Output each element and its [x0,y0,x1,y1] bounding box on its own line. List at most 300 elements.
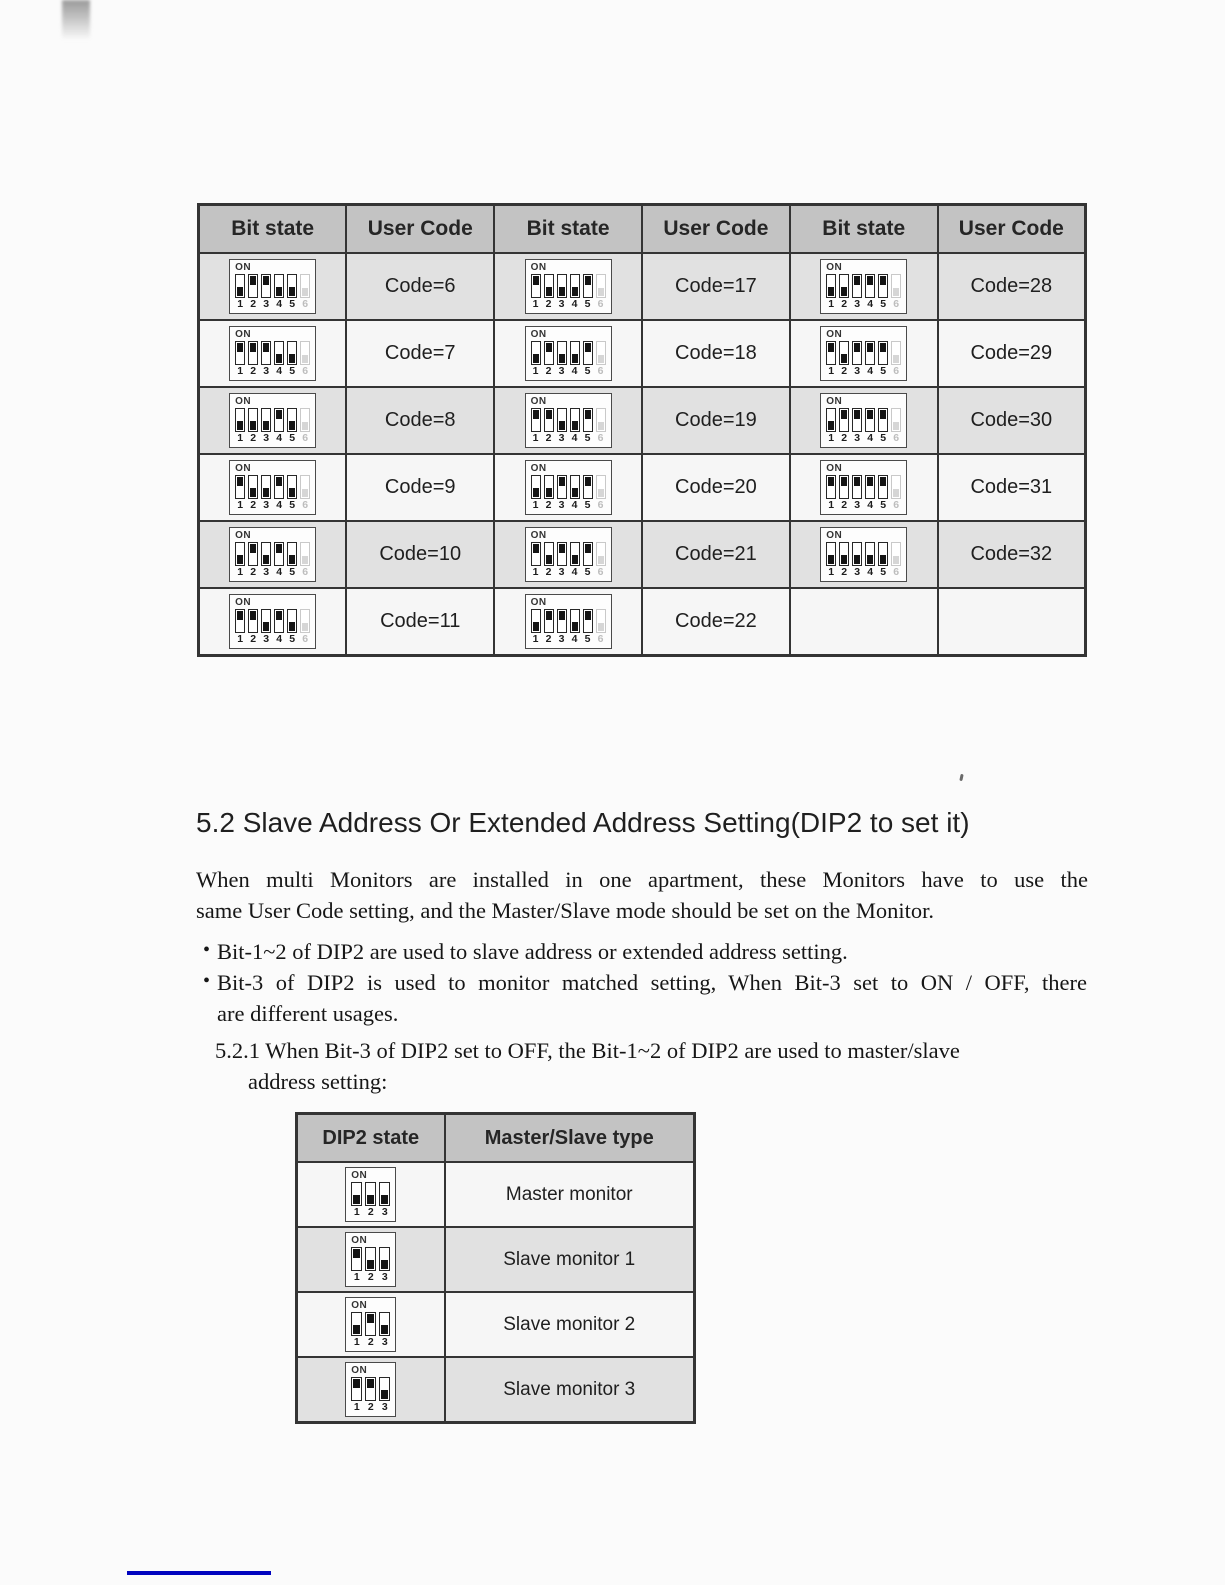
dip-digit: 2 [250,499,257,511]
dip-lever-3 [852,475,862,499]
dip-switch-graphic [820,393,907,448]
bit-state-cell [790,387,938,454]
dip-lever-5 [878,341,888,365]
dip-digit: 3 [558,365,565,377]
bit-state-cell [494,588,642,656]
dip-digit: 2 [250,566,257,578]
dip-digit: 4 [276,365,283,377]
dip-digit: 5 [289,298,296,310]
user-code-cell: Code=10 [346,521,494,588]
dip-lever-3 [852,542,862,566]
dip-digit: 6 [597,298,604,310]
dip-lever-3 [261,542,271,566]
dip-lever-1 [826,341,836,365]
master-slave-type-cell: Master monitor [445,1162,695,1227]
section-heading: 5.2 Slave Address Or Extended Address Setting(DIP2 to set it) [196,807,970,838]
dip-lever-4 [865,542,875,566]
dip-digit: 1 [532,633,539,645]
bit-state-cell [494,521,642,588]
blue-underline-artifact [127,1571,271,1575]
dip-digit: 6 [597,432,604,444]
user-code-cell: Code=6 [346,253,494,320]
dip-on-label: ON [235,396,252,407]
dip-digit: 5 [880,499,887,511]
column-header: Bit state [199,205,347,254]
dip-lever-2 [544,408,554,432]
dip-lever-3 [557,341,567,365]
dip-lever-2 [544,609,554,633]
dip-lever-3 [261,475,271,499]
dip-switch-graphic [229,326,316,381]
dip-switch-graphic [345,1297,396,1352]
dip-lever-4 [570,542,580,566]
dip-lever-unused [596,542,606,566]
dip-lever-2 [248,542,258,566]
dip-lever-4 [274,408,284,432]
dip-digit: 5 [289,633,296,645]
dip-on-label: ON [235,530,252,541]
column-header: Bit state [494,205,642,254]
dip-digit: 5 [584,499,591,511]
dip-on-label: ON [530,463,547,474]
dip-digit: 2 [545,432,552,444]
dip-lever-unused [300,408,310,432]
dip-digit: 3 [381,1206,388,1218]
dip-lever-3 [379,1377,390,1401]
dip-lever-4 [865,341,875,365]
dip-lever-4 [570,408,580,432]
dip-digit: 4 [571,298,578,310]
dip2-state-cell [297,1162,445,1227]
user-code-cell: Code=18 [642,320,790,387]
bullet-text-line: are different usages. [217,1001,399,1026]
dip-switch-graphic [229,393,316,448]
dip-lever-1 [531,408,541,432]
dip-digit: 3 [263,298,270,310]
dip-digit: 2 [250,633,257,645]
dip2-state-cell [297,1357,445,1423]
dip-digit: 1 [353,1336,360,1348]
dip-lever-4 [865,274,875,298]
dip-on-label: ON [826,262,843,273]
dip-digit: 3 [854,566,861,578]
bit-state-cell [790,521,938,588]
dip-lever-unused [596,475,606,499]
dip-digit: 4 [571,633,578,645]
dip-digit: 3 [854,499,861,511]
dip-digit: 4 [867,432,874,444]
dip-digit: 1 [828,566,835,578]
dip-on-label: ON [530,396,547,407]
dip-lever-5 [878,408,888,432]
dip-switch-graphic [345,1362,396,1417]
dip2-state-cell [297,1292,445,1357]
dip-digit: 3 [381,1336,388,1348]
dip-digit: 2 [841,432,848,444]
dip-lever-5 [287,609,297,633]
dip-lever-2 [544,542,554,566]
dip-digit: 3 [558,499,565,511]
dip-on-label: ON [530,597,547,608]
dip-on-label: ON [530,329,547,340]
dip-digit: 5 [584,633,591,645]
dip-lever-1 [235,609,245,633]
dip-lever-5 [878,542,888,566]
user-code-cell: Code=30 [938,387,1086,454]
dip-switch-graphic [525,393,612,448]
dip2-row [297,1227,695,1292]
dip-digit: 1 [353,1206,360,1218]
bullet-icon: • [203,970,211,992]
dip-digit: 4 [276,432,283,444]
dip-lever-1 [531,542,541,566]
bit-state-cell [199,320,347,387]
dip-lever-2 [248,408,258,432]
column-header: Bit state [790,205,938,254]
master-slave-type-cell: Slave monitor 3 [445,1357,695,1423]
dip-digit: 3 [263,432,270,444]
dip-lever-2 [365,1377,376,1401]
dip-lever-1 [235,408,245,432]
dip-digit: 3 [381,1401,388,1413]
dip-digit: 2 [545,566,552,578]
user-code-row [199,588,1086,656]
bit-state-cell [199,454,347,521]
dip-lever-unused [596,341,606,365]
dip-digit: 1 [237,566,244,578]
user-code-cell: Code=17 [642,253,790,320]
dip-digit: 1 [353,1271,360,1283]
subsection-line: 5.2.1 When Bit-3 of DIP2 set to OFF, the Bit-1~2 of DIP2 are used to master/slave [215,1038,960,1063]
bullet-icon: • [203,939,211,961]
user-code-table [197,203,1087,657]
dip-digit: 2 [841,499,848,511]
dip-lever-5 [287,542,297,566]
dip-digit: 6 [302,432,309,444]
dip-lever-1 [826,542,836,566]
dip-digit: 4 [276,298,283,310]
dip-digit: 5 [880,432,887,444]
dip-digit: 5 [289,432,296,444]
bit-state-cell [790,454,938,521]
dip-digit: 5 [584,432,591,444]
user-code-cell: Code=9 [346,454,494,521]
dip-digit: 6 [893,298,900,310]
dip-lever-unused [300,341,310,365]
dip-digit: 6 [597,566,604,578]
column-header: User Code [642,205,790,254]
dip2-row [297,1292,695,1357]
column-header: User Code [346,205,494,254]
dip-digit: 4 [867,365,874,377]
dip-on-label: ON [235,597,252,608]
dip-lever-3 [557,274,567,298]
dip-lever-1 [351,1377,362,1401]
dip-switch-graphic [820,460,907,515]
user-code-cell: Code=19 [642,387,790,454]
dip-digit: 6 [893,499,900,511]
dip-lever-unused [300,274,310,298]
dip-lever-4 [274,542,284,566]
dip-digit: 2 [841,566,848,578]
bit-state-cell [494,253,642,320]
dip-digit: 2 [367,1206,374,1218]
dip-lever-5 [583,475,593,499]
dip-lever-1 [235,341,245,365]
dip-on-label: ON [826,396,843,407]
dip-switch-graphic [525,594,612,649]
dip-digit: 1 [237,298,244,310]
dip-digit: 6 [893,566,900,578]
user-code-cell: Code=21 [642,521,790,588]
dip-lever-5 [287,475,297,499]
bullet-item-2 [203,967,1087,1029]
dip-lever-4 [570,341,580,365]
master-slave-type-cell: Slave monitor 1 [445,1227,695,1292]
dip-digit: 2 [841,365,848,377]
dip-lever-unused [891,475,901,499]
dip-on-label: ON [826,463,843,474]
dip-on-label: ON [351,1170,368,1181]
dip-lever-2 [839,408,849,432]
dip-lever-3 [379,1247,390,1271]
dip-lever-2 [248,609,258,633]
user-code-cell: Code=32 [938,521,1086,588]
dip-switch-graphic [525,259,612,314]
dip-on-label: ON [351,1235,368,1246]
dip-lever-5 [287,408,297,432]
dip-lever-unused [300,475,310,499]
dip-lever-1 [826,475,836,499]
dip-digit: 3 [558,432,565,444]
dip-digit: 4 [867,298,874,310]
dip-lever-1 [235,475,245,499]
dip-digit: 6 [597,499,604,511]
dip-lever-3 [261,408,271,432]
dip-lever-4 [570,274,580,298]
paragraph-line: When multi Monitors are installed in one apartment, these Monitors have to use the [196,867,1088,892]
dip-lever-3 [557,609,567,633]
dip-digit: 1 [237,432,244,444]
dip-digit: 5 [584,365,591,377]
dip-digit: 3 [854,432,861,444]
dip-switch-graphic [525,326,612,381]
user-code-cell: Code=8 [346,387,494,454]
user-code-cell: Code=7 [346,320,494,387]
dip-lever-4 [570,609,580,633]
column-header: DIP2 state [297,1114,445,1163]
dip-on-label: ON [351,1365,368,1376]
dip-digit: 6 [302,365,309,377]
dip-digit: 1 [828,499,835,511]
dip2-row [297,1357,695,1423]
dip-digit: 6 [302,298,309,310]
dip-digit: 6 [597,633,604,645]
dip-digit: 2 [545,499,552,511]
dip-on-label: ON [530,262,547,273]
dip-digit: 2 [250,365,257,377]
dip-lever-1 [826,274,836,298]
user-code-row [199,387,1086,454]
intro-paragraph [196,864,1088,926]
dip-digit: 4 [867,499,874,511]
dip-lever-5 [583,341,593,365]
dip-digit: 3 [558,566,565,578]
dip-lever-2 [248,341,258,365]
dip-digit: 4 [571,365,578,377]
dip2-row [297,1162,695,1227]
dip-lever-5 [878,475,888,499]
dip-digit: 4 [867,566,874,578]
column-header: User Code [938,205,1086,254]
dip-lever-unused [891,542,901,566]
dip-switch-graphic [345,1167,396,1222]
subsection-line: address setting: [248,1069,388,1094]
dip-digit: 1 [237,499,244,511]
dip-lever-2 [365,1247,376,1271]
subsection-5-2-1 [215,1035,1095,1097]
dip-lever-unused [300,609,310,633]
dip-lever-3 [379,1182,390,1206]
dip-digit: 1 [532,499,539,511]
dip-digit: 5 [880,298,887,310]
bit-state-cell [199,253,347,320]
dip-digit: 1 [237,633,244,645]
dip-digit: 1 [828,298,835,310]
dip-digit: 4 [571,566,578,578]
dip-digit: 1 [828,365,835,377]
dip-digit: 1 [532,365,539,377]
dip-digit: 4 [571,499,578,511]
dip-lever-3 [261,609,271,633]
dip-digit: 5 [289,499,296,511]
dip-lever-unused [596,274,606,298]
dip-lever-1 [235,542,245,566]
dip-on-label: ON [530,530,547,541]
dip-lever-2 [544,274,554,298]
dip-lever-unused [596,609,606,633]
dip-digit: 1 [353,1401,360,1413]
dip-digit: 3 [558,298,565,310]
dip-lever-2 [544,341,554,365]
user-code-cell: Code=28 [938,253,1086,320]
dip-lever-2 [248,475,258,499]
dip-on-label: ON [826,329,843,340]
user-code-cell: Code=29 [938,320,1086,387]
bit-state-cell [790,320,938,387]
bit-state-cell [199,387,347,454]
dip-lever-5 [583,609,593,633]
dip-digit: 3 [263,365,270,377]
dip-digit: 5 [584,298,591,310]
dip-lever-4 [274,341,284,365]
dip-digit: 2 [841,298,848,310]
bit-state-cell [494,387,642,454]
dip-lever-2 [544,475,554,499]
dip2-table-header-row [297,1114,695,1163]
dip-lever-3 [852,274,862,298]
dip-digit: 2 [367,1401,374,1413]
dip-lever-3 [379,1312,390,1336]
dip-lever-5 [583,274,593,298]
paragraph-line: same User Code setting, and the Master/Slave mode should be set on the Monitor. [196,898,934,923]
dip-digit: 3 [263,566,270,578]
user-code-row [199,320,1086,387]
bit-state-cell [494,320,642,387]
dip-switch-graphic [229,527,316,582]
dip-digit: 6 [302,499,309,511]
dip-on-label: ON [351,1300,368,1311]
dip-lever-2 [839,274,849,298]
scan-speck-artifact [959,774,963,781]
user-code-row [199,253,1086,320]
dip-lever-5 [583,408,593,432]
dip-digit: 3 [263,633,270,645]
user-code-row [199,454,1086,521]
dip-lever-3 [852,341,862,365]
dip-lever-1 [826,408,836,432]
dip-digit: 5 [880,365,887,377]
dip-lever-5 [583,542,593,566]
dip-lever-5 [878,274,888,298]
dip-lever-2 [365,1312,376,1336]
dip-lever-1 [531,341,541,365]
dip-digit: 4 [276,566,283,578]
dip-digit: 6 [893,432,900,444]
dip-digit: 2 [545,298,552,310]
dip-lever-5 [287,341,297,365]
master-slave-type-cell: Slave monitor 2 [445,1292,695,1357]
dip-digit: 2 [367,1271,374,1283]
dip-lever-4 [865,475,875,499]
dip-lever-1 [351,1312,362,1336]
dip-lever-1 [531,274,541,298]
dip-lever-4 [865,408,875,432]
dip-digit: 3 [854,365,861,377]
dip-lever-3 [852,408,862,432]
dip-digit: 2 [250,298,257,310]
dip-digit: 2 [545,365,552,377]
dip-digit: 3 [381,1271,388,1283]
dip-lever-unused [596,408,606,432]
user-code-cell: Code=22 [642,588,790,656]
dip-switch-graphic [820,326,907,381]
dip-lever-unused [891,274,901,298]
bullet-item-1 [203,936,1087,967]
dip-lever-1 [531,609,541,633]
bit-state-cell [790,588,938,656]
bit-state-cell [199,588,347,656]
bit-state-cell [199,521,347,588]
bullet-text: Bit-1~2 of DIP2 are used to slave address or extended address setting. [217,939,848,964]
user-code-cell [938,588,1086,656]
dip-on-label: ON [235,262,252,273]
dip-switch-graphic [229,460,316,515]
dip-lever-unused [891,341,901,365]
dip-lever-4 [274,274,284,298]
dip-digit: 5 [584,566,591,578]
dip-lever-3 [261,341,271,365]
dip-digit: 4 [571,432,578,444]
dip-lever-2 [839,475,849,499]
column-header: Master/Slave type [445,1114,695,1163]
dip-lever-unused [891,408,901,432]
dip-on-label: ON [826,530,843,541]
dip-switch-graphic [820,259,907,314]
dip-digit: 6 [302,566,309,578]
dip-digit: 5 [880,566,887,578]
dip-lever-unused [300,542,310,566]
